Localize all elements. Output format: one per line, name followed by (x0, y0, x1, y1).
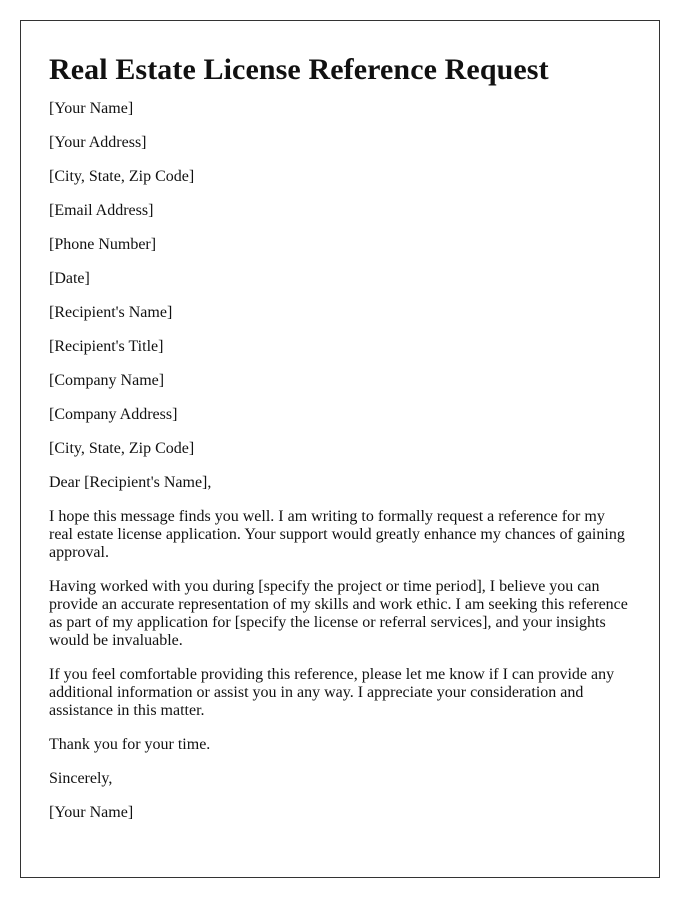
body-paragraph: If you feel comfortable providing this reference, please let me know if I can provide any additional information or assist you in any way. I appreciate your consideration and assistance in this matter. (49, 666, 615, 719)
letter-body (49, 508, 631, 754)
letter-page (20, 20, 660, 878)
closing: Sincerely, (49, 770, 113, 787)
recipient-block (49, 304, 631, 458)
sender-name: [Your Name] (49, 100, 134, 117)
letter-title: Real Estate License Reference Request (49, 53, 549, 86)
sender-address: [Your Address] (49, 134, 147, 151)
signature-name: [Your Name] (49, 804, 134, 821)
sender-email: [Email Address] (49, 202, 154, 219)
body-paragraph: Thank you for your time. (49, 736, 211, 753)
recipient-name: [Recipient's Name] (49, 304, 173, 321)
recipient-city-state-zip: [City, State, Zip Code] (49, 440, 195, 457)
letter-date: [Date] (49, 270, 90, 287)
sender-phone: [Phone Number] (49, 236, 157, 253)
body-paragraph: I hope this message finds you well. I am writing to formally request a reference for my real estate license application. Your support would greatly enhance my chances of gaining approval. (49, 508, 625, 561)
recipient-company-address: [Company Address] (49, 406, 178, 423)
letter-content (21, 21, 659, 822)
recipient-company: [Company Name] (49, 372, 165, 389)
body-paragraph: Having worked with you during [specify the project or time period], I believe you can provide an accurate representation of my skills and work ethic. I am seeking this reference as part of my application for [specify the license or referral services], and your insights would be invaluable. (49, 578, 628, 649)
sender-block (49, 100, 631, 288)
sender-city-state-zip: [City, State, Zip Code] (49, 168, 195, 185)
recipient-title: [Recipient's Title] (49, 338, 164, 355)
salutation: Dear [Recipient's Name], (49, 474, 212, 491)
